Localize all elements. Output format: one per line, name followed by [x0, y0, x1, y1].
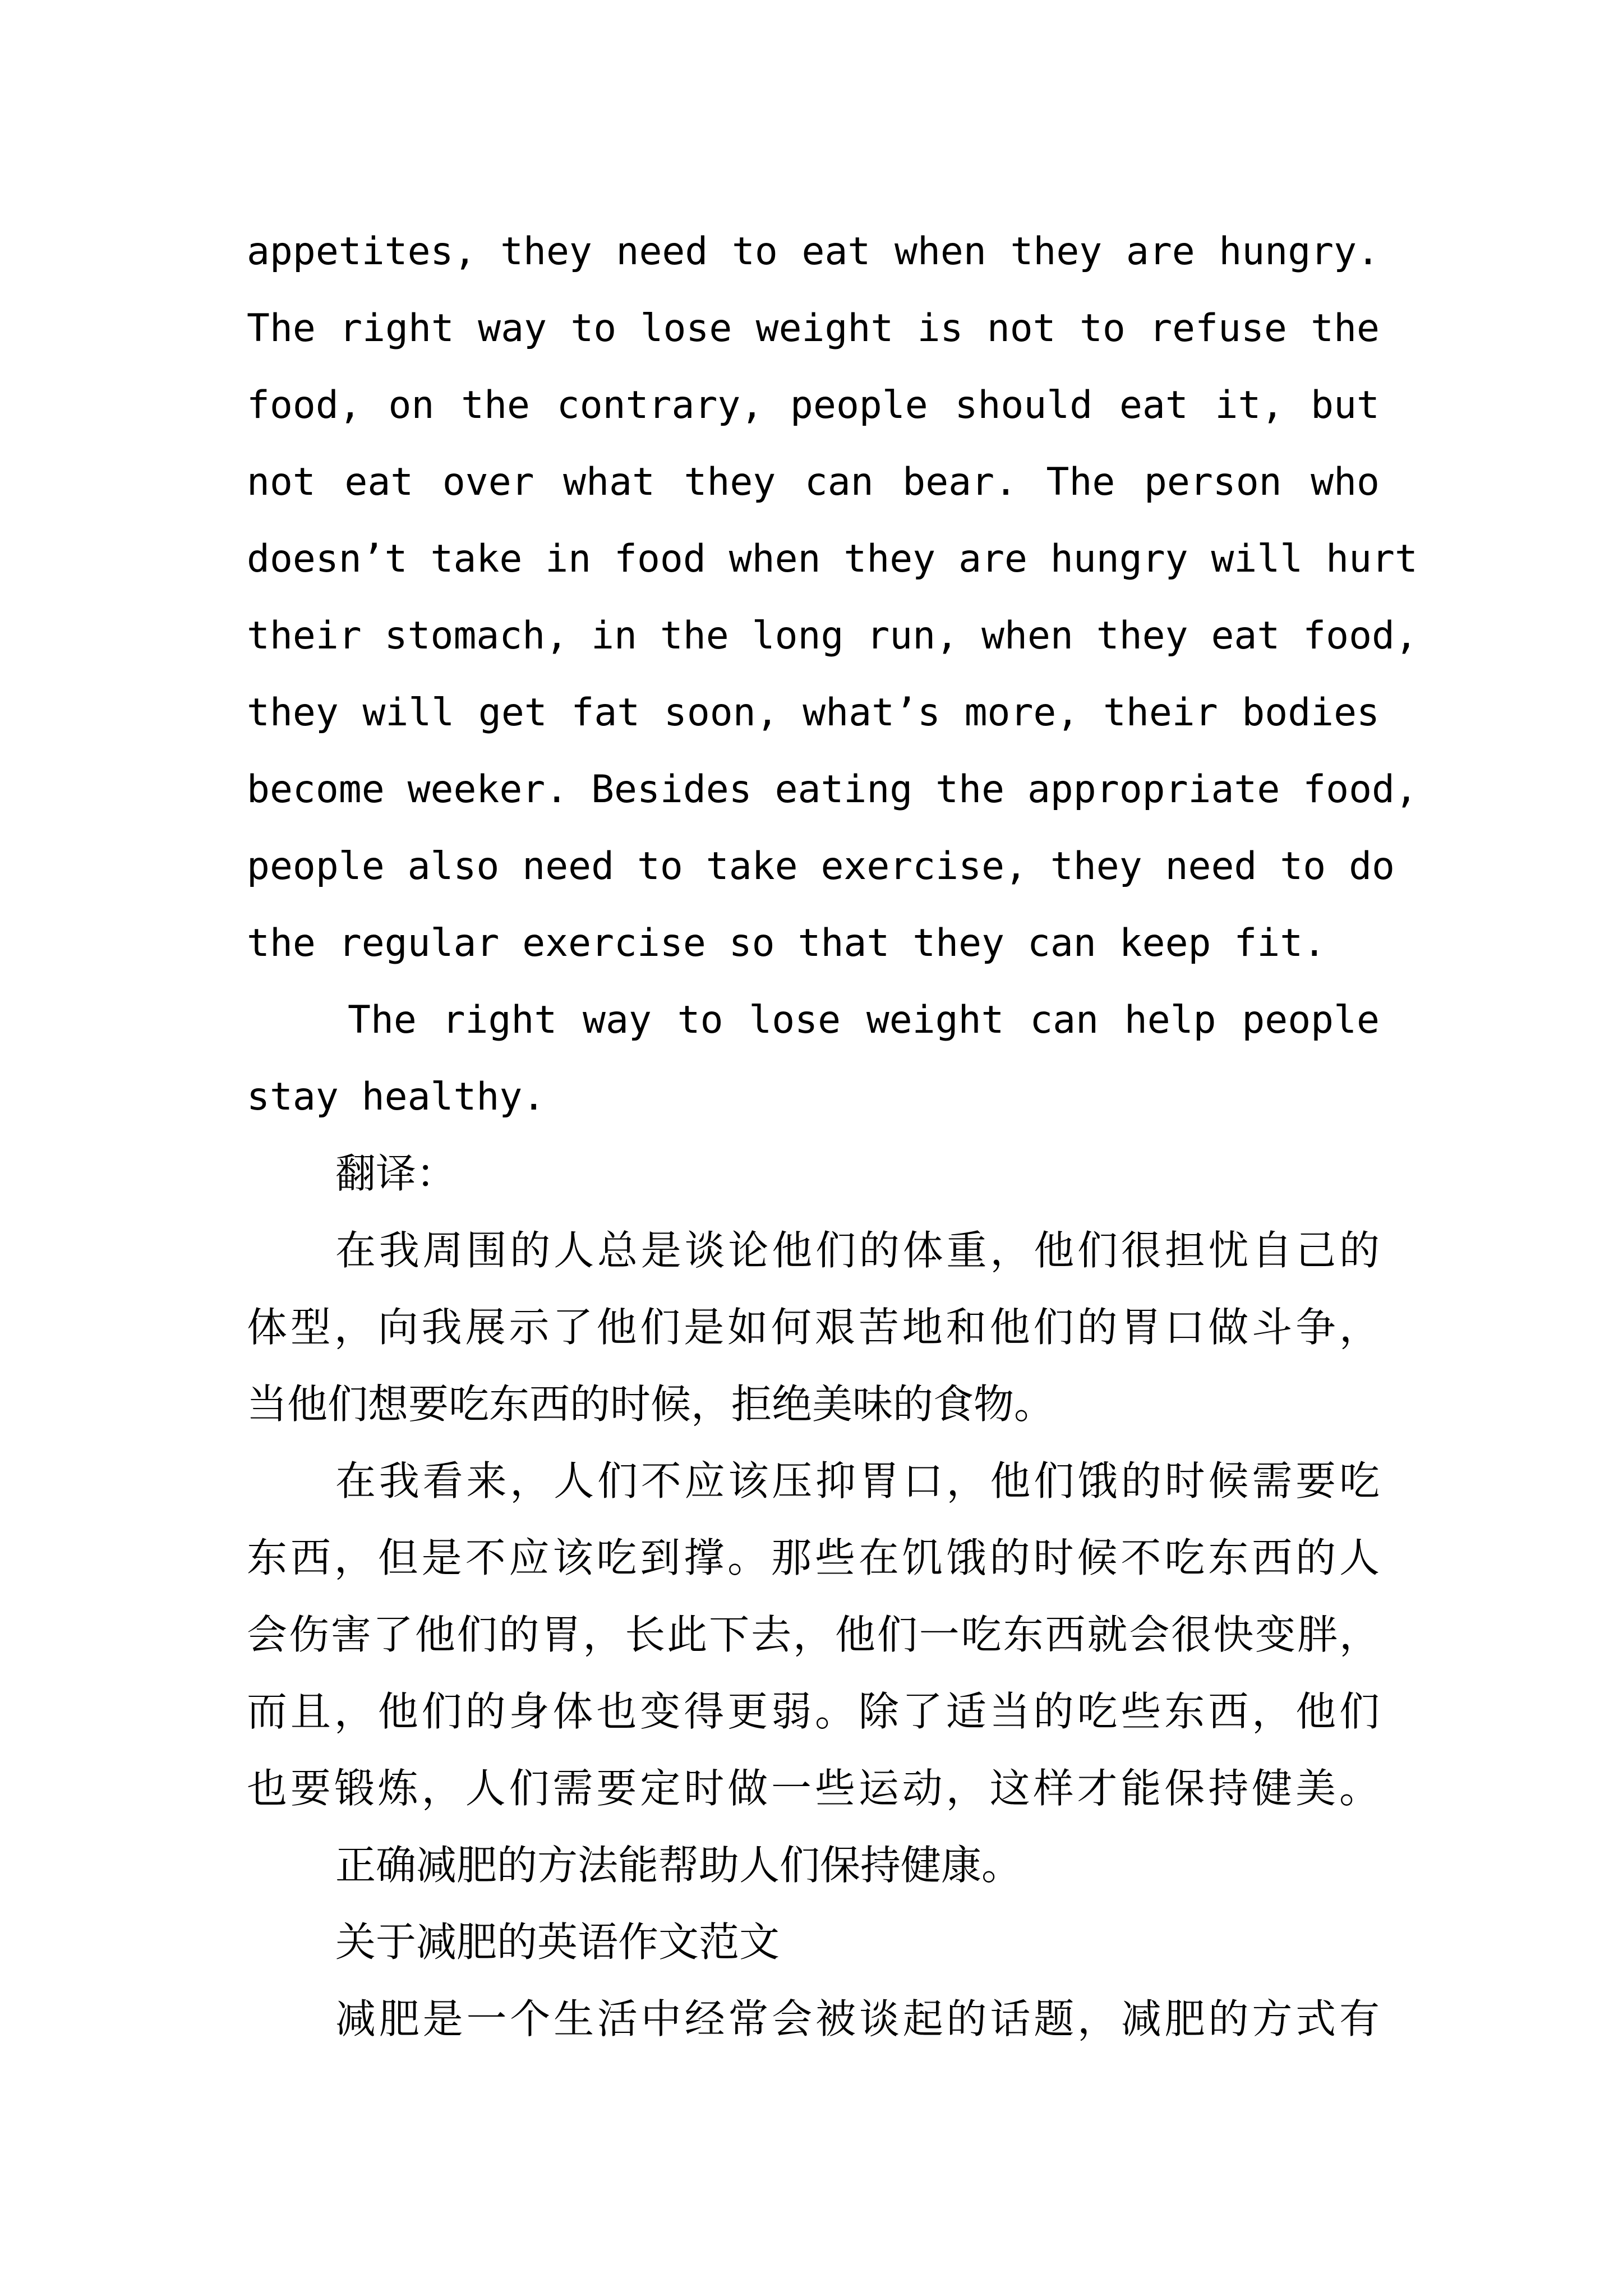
text-line-11: The right way to lose weight can help people	[348, 998, 1380, 1042]
text-line-10: the regular exercise so that they can keep fit.	[247, 921, 1326, 965]
text-line-22: 正确减肥的方法能帮助人们保持健康。	[335, 1842, 1022, 1889]
text-line-05: doesn’t take in food when they are hungry will hurt	[247, 537, 1418, 581]
text-line-16: 当他们想要吃东西的时候，拒绝美味的食物。	[247, 1381, 1055, 1428]
text-line-03: food, on the contrary, people should eat it, but	[247, 383, 1380, 427]
text-line-20: 而且，他们的身体也变得更弱。除了适当的吃些东西，他们	[247, 1688, 1380, 1735]
text-line-08: become weeker. Besides eating the appropriate food,	[247, 767, 1418, 812]
section-heading: 关于减肥的英语作文范文	[335, 1918, 780, 1966]
text-line-07: they will get fat soon, what’s more, their bodies	[247, 691, 1380, 735]
translation-heading: 翻译：	[335, 1150, 457, 1197]
text-line-12: stay healthy.	[247, 1075, 546, 1119]
text-line-14: 在我周围的人总是谈论他们的体重，他们很担忧自己的	[335, 1227, 1380, 1274]
text-line-21: 也要锻炼，人们需要定时做一些运动，这样才能保持健美。	[247, 1765, 1380, 1812]
text-line-04: not eat over what they can bear. The person who	[247, 460, 1380, 504]
text-line-17: 在我看来，人们不应该压抑胃口，他们饿的时候需要吃	[335, 1457, 1380, 1504]
text-line-02: The right way to lose weight is not to refuse the	[247, 306, 1380, 351]
text-line-09: people also need to take exercise, they need to do	[247, 844, 1395, 889]
document-body	[247, 213, 1418, 2058]
text-line-19: 会伤害了他们的胃，长此下去，他们一吃东西就会很快变胖，	[247, 1611, 1380, 1658]
text-line-24: 减肥是一个生活中经常会被谈起的话题，减肥的方式有	[335, 1995, 1380, 2042]
text-line-18: 东西，但是不应该吃到撑。那些在饥饿的时候不吃东西的人	[247, 1534, 1380, 1581]
text-line-06: their stomach, in the long run, when they eat food,	[247, 614, 1418, 658]
text-line-01: appetites, they need to eat when they are hungry.	[247, 229, 1380, 274]
text-line-15: 体型，向我展示了他们是如何艰苦地和他们的胃口做斗争，	[247, 1304, 1380, 1351]
